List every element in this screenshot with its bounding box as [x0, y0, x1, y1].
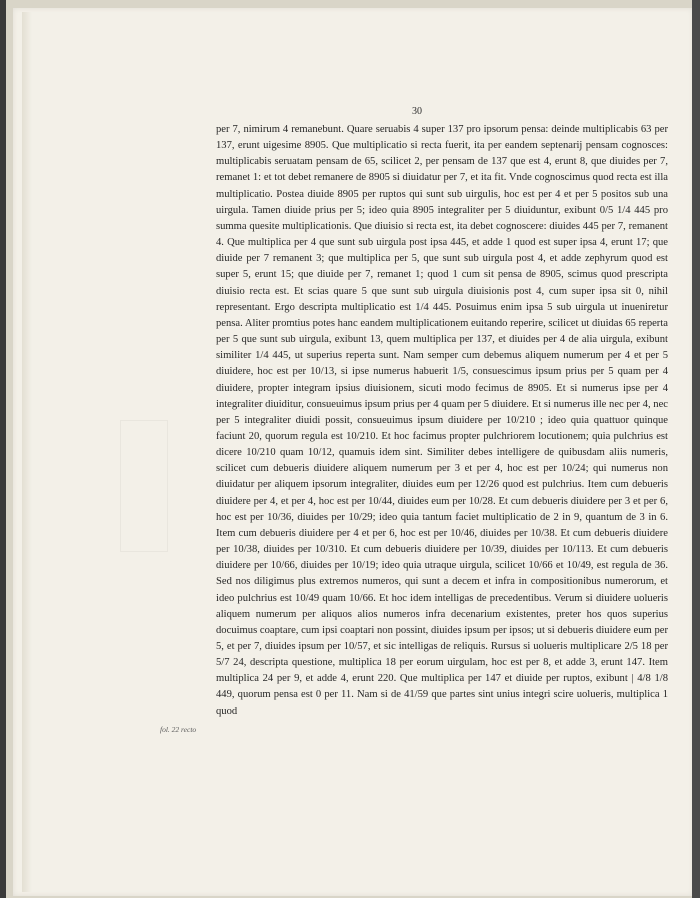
paragraph-2: Rursus si uolueris multiplicare 2/5 18 per 5/7 24, descripta questione, multiplica 18 per eorum uirgulam, hoc est per 8, et adde 3, erunt 147. Item multiplica 24 per 9, et adde 4, erunt 220. Que multiplica per 147 et diuide per ruptos, exibunt | 4/8 1/8 449, quorum pensa est 0 per 11. Nam si de 41/59 que partes sint unius integri scire uolueris, multiplica 1 quod — [216, 641, 668, 717]
body-text — [216, 122, 668, 720]
scan-edge — [692, 0, 700, 898]
paragraph-1: per 7, nimirum 4 remanebunt. Quare seruabis 4 super 137 pro ipsorum pensa: deinde multiplicabis 63 per 137, erunt uigesime 8905. Que multiplicatio si recta fuerit, ita per eandem septenarij pensam cognosces: multiplicabis seruatam pensam de 65, scilicet 2, per pensam de 137 que est 4, erunt 8, que diuides per 7, remanet 1: et tot debet remanere de 8905 si diuidatur per 7, et ita fit. Vnde cognoscimus quod recta est illa multiplicatio. Postea diuide 8905 per ruptos qui sunt sub uirgulis, hoc est per 4 et per 5 positos sub una uirgula. Tamen diuide prius per 5; ideo quia 8905 integraliter per 5 diuiduntur, exibunt 0/5 1/4 445 pro summa quesite multiplicationis. Que diuisio si recta est, ita debet cognoscere: diuides 445 per 7, remanent 4. Que multiplica per 4 que sunt sub uirgula post ipsa 445, et adde 1 quod est super ipsa 4, erunt 17; que diuide per 7 remanent 3; que multiplica per 5, que sunt sub uirgula post 4, et adde zephyrum quod est super 5, erunt 15; que diuide per 7, remanet 1; quod 1 cum sit pensa de 8905, scimus quod prescripta diuisio recta est. Et scias quare 5 que sunt sub uirgula diuisionis post 4, cum super ipsa sit 0, nihil representant. Ergo descripta multiplicatio est 1/4 445. Posuimus enim ipsa 5 sub uirgula ut inueniretur pensa. Aliter promtius potes hanc eandem multiplicationem euitando reperire, scilicet ut diuidas 65 reperta per 5 que sunt sub uirgula, exibunt 13, quem multiplica per 137, et diuides per 4 de alia uirgula, exibunt similiter 1/4 445, ut superius reperta sunt. Nam semper cum debemus aliquem numerum per 4 et per 5 diuidere, hoc est per 10/13, si ipse numerus habuerit 1/5, consuescimus ipsum prius per 5 quam per 4 diuidere, propter integram ipsius diuisionem, sicuti modo fecimus de 8905. Et si numerus ipse per 4 integraliter diuiditur, consueuimus ipsum prius per 4 quam per 5 diuidere. Et si numerus ille nec per 4, nec per 5 integraliter diuidi possit, consueuimus ipsum diuidere per 10/210 ; ideo quia quattuor quinque faciunt 20, quorum regula est 10/210. Et hoc facimus propter pulchriorem locutionem; quia pulchrius est dicere 10/210 quam 10/12, quamuis idem sint. Similiter debes intelligere de quibusdam aliis numeris, scilicet cum debueris diuidere aliquem numerum per 3 et per 4, hoc est per 10/24; qui numerus non diuidatur per aliquem ipsorum integraliter, diuides eum per 12/26 quod est pulchrius. Item cum debueris diuidere per 4, et per 4, hoc est per 10/44, diuides eum per 10/28. Et cum debueris diuidere per 3 et per 6, hoc est per 10/36, diuides per 10/29; ideo quia tantum faciet multiplicatio de 2 in 9, quantum de 3 in 6. Item cum debueris diuidere per 4 et per 6, hoc est per 10/46, diuides per 10/38. Et cum debueris diuidere per 10/38, diuides per 10/310. Et cum debueris diuidere per 10/39, diuides per 10/113. Et cum debueris diuidere per 10/66, diuides per 10/19; ideo quia utraque uirgula, scilicet 10/66 et 10/49, est regula de 36. Sed nos diligimus plus extremos numeros, qui sunt a decem et infra in compositionibus numerorum, et ideo pulchrius est 10/49 quam 10/66. Et hoc idem intelligas de precedentibus. Verum si diuidere uolueris aliquem numerum per aliquos alios numeros infra decenarium existentes, preter hos quos superius docuimus coaptare, cum ipsi coaptari non possint, diuides ipsum per ipsos; ut si debueris diuidere eum per 5, et per 7, diuides ipsum per 10/57, et sic intelligas de reliquis. — [216, 124, 668, 652]
show-through-marks — [120, 420, 168, 552]
folio-margin-note: fol. 22 recto — [160, 725, 197, 734]
page-binding-shadow — [22, 12, 32, 892]
page-number: 30 — [412, 106, 422, 117]
